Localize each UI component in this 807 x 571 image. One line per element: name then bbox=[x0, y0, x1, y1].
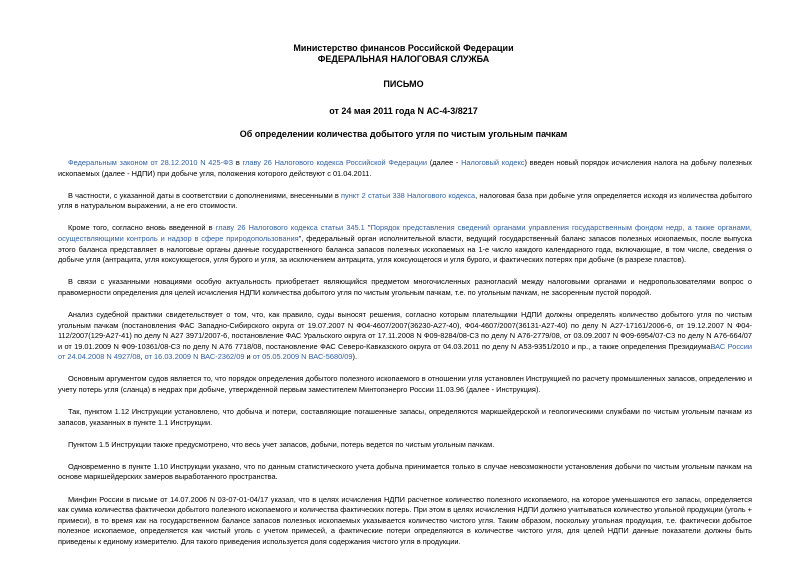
paragraph-text: В связи с указанными новациями особую актуальность приобретает являющийся предметом многочисленных разногласий между налоговыми органами и недропользователями вопрос о правомерности определения для целей исчисления НДПИ количества добытого угля по чистым угольным пачкам, т.е. по угольным пачкам, не засоренным пустой породой. bbox=[58, 277, 752, 297]
paragraph-text: и bbox=[244, 352, 253, 362]
vas-4927-08-link[interactable]: ВАС России от 24.04.2008 N 4927/08 bbox=[58, 341, 752, 362]
paragraph-8 bbox=[58, 440, 752, 451]
paragraph-text: ", федеральный орган исполнительной власти, ведущий государственный баланс запасов полезных ископаемых, после выпуска этого баланса представляет в налоговые органы данные государственного баланса запасов полезных ископаемых на 1-е число каждого календарного года, включающие, в том числе, сведения о добыче угля (антрацита, угля коксующегося, угля бурого и угля, за исключением антрацита, угля коксующегося и угля бурого, и фактических потерях при добыче (в разрезе пластов). bbox=[58, 233, 752, 265]
paragraph-text: " bbox=[364, 223, 371, 233]
article-345-1-title-link[interactable]: Порядок представления сведений органами управления государственным фондом недр, а также органами, осуществляющими контроль и надзор в сфере природопользования bbox=[58, 223, 752, 243]
paragraph-3 bbox=[58, 223, 752, 265]
ministry-name: Министерство финансов Российской Федерации bbox=[293, 43, 514, 53]
vas-2362-09-link[interactable]: от 16.03.2009 N ВАС-2362/09 bbox=[144, 352, 245, 362]
tax-code-chapter-26-link[interactable]: главу 26 Налогового кодекса Российской Федерации bbox=[242, 158, 428, 167]
document-subject: Об определении количества добытого угля по чистым угольным пачкам bbox=[239, 129, 568, 139]
paragraph-text: В частности, с указанной даты в соответствии с дополнениями, внесенными в bbox=[68, 190, 342, 200]
paragraph-text: ) введен новый порядок исчисления налога на добычу полезных ископаемых (далее - НДПИ) при добыче угля, положения которого действуют с 01.04.2011. bbox=[58, 158, 753, 178]
law-425-fz-link[interactable]: Федеральным законом от 28.12.2010 N 425-ФЗ bbox=[68, 158, 234, 167]
paragraph-5 bbox=[58, 310, 752, 363]
document-date-number: от 24 мая 2011 года N АС-4-3/8217 bbox=[329, 106, 478, 116]
paragraph-9 bbox=[58, 462, 752, 483]
service-name: ФЕДЕРАЛЬНАЯ НАЛОГОВАЯ СЛУЖБА bbox=[317, 54, 490, 64]
article-345-1-link[interactable]: главу 26 Налогового кодекса статьи 345.1 bbox=[215, 223, 365, 233]
vas-5680-09-link[interactable]: от 05.05.2009 N ВАС-5680/09 bbox=[252, 352, 353, 362]
document-body bbox=[58, 158, 752, 559]
paragraph-text: Одновременно в пункте 1.10 Инструкции указано, что по данным статистического учета добыча принимается только в случае невозможности установления добычи по чистым угольным пачкам на основе маркшейдерских замеров выработанного пространства. bbox=[58, 461, 752, 482]
paragraph-7 bbox=[58, 407, 752, 428]
paragraph-text: Кроме того, согласно вновь введенной в bbox=[68, 223, 216, 233]
paragraph-text: Минфин России в письме от 14.07.2006 N 03-07-01-04/17 указал, что в целях исчисления НДПИ расчетное количество полезного ископаемого, на которое уменьшаются его запасы, определяется как сумма количества фактически добытого полезного ископаемого и количества фактических потерь. При этом в целях исчисления НДПИ должно учитываться количество угольной продукции (уголь + примеси), в то время как на государственном балансе запасов полезных ископаемых указывается количество чистого угля. Таким образом, поскольку угольная продукция, т.е. фактически добытое полезное ископаемое, определяется как чистый уголь с учетом примесей, а фактические потери определяются в количестве чистого угля, для целей НДПИ данные показатели должны быть приведены к единому измерителю. Для такого приведения используется доля содержания чистого угля в продукции. bbox=[58, 494, 752, 546]
paragraph-text: , bbox=[140, 352, 145, 362]
paragraph-text: Пунктом 1.5 Инструкции также предусмотрено, что весь учет запасов, добычи, потерь ведется по чистым угольным пачкам. bbox=[68, 439, 495, 449]
document-header bbox=[0, 43, 807, 117]
paragraph-2 bbox=[58, 191, 752, 212]
tax-code-link[interactable]: Налоговый кодекс bbox=[461, 158, 525, 167]
paragraph-text: Так, пунктом 1.12 Инструкции установлено, что добыча и потери, составляющие погашенные запасы, определяются маркшейдерской и геологическими службами по чистым угольным пачкам из запасов, указанных в пункте 1.1 Инструкции. bbox=[58, 407, 752, 427]
paragraph-text: Основным аргументом судов является то, что порядок определения добытого полезного ископаемого в отношении угля установлен Инструкцией по расчету промышленных запасов, определению и учету потерь угля (сланца) в недрах при добыче, утвержденной первым заместителем Минтопэнерго России 11.03.96 (далее - Инструкция). bbox=[58, 374, 752, 394]
paragraph-4 bbox=[58, 277, 752, 298]
paragraph-text: , налоговая база при добыче угля определяется исходя из количества добытого угля в натуральном выражении, а не его стоимости. bbox=[58, 190, 753, 211]
paragraph-text: Анализ судебной практики свидетельствует о том, что, как правило, суды выносят решения, согласно которым плательщики НДПИ должны определять количество добытого угля по чистым угольным пачкам (постановления ФАС Западно-Сибирского округа от 19.07.2007 N Ф04-4607/2007(36230-А27-40), Ф04-4607/2007(36131-А27-40) по делу N А27-17161/2006-6, от 19.12.2007 N Ф04-112/2007(129-А27-41) по делу N А27 3971/2007-6, постановление ФАС Уральского округа от 17.11.2008 N Ф09-8284/08-С3 по делу N А76-2779/08, от 03.09.2007 N Ф09-6954/07-С3 по делу N А76-664/07 и от 19.01.2009 N Ф09-10361/08-С3 по делу N А76 7718/08, постановление ФАС Северо-Кавказского округа от 04.03.2011 по делу N А53-9351/2010 и пр., а также определения Президиума bbox=[58, 309, 752, 351]
paragraph-text: ). bbox=[352, 352, 358, 362]
paragraph-text: в bbox=[233, 158, 243, 167]
paragraph-text: (далее - bbox=[427, 158, 462, 167]
paragraph-1 bbox=[58, 158, 752, 179]
document-type: ПИСЬМО bbox=[383, 79, 424, 89]
paragraph-10 bbox=[58, 495, 752, 548]
article-338-link[interactable]: пункт 2 статьи 338 Налогового кодекса bbox=[341, 190, 476, 200]
paragraph-6 bbox=[58, 374, 752, 395]
